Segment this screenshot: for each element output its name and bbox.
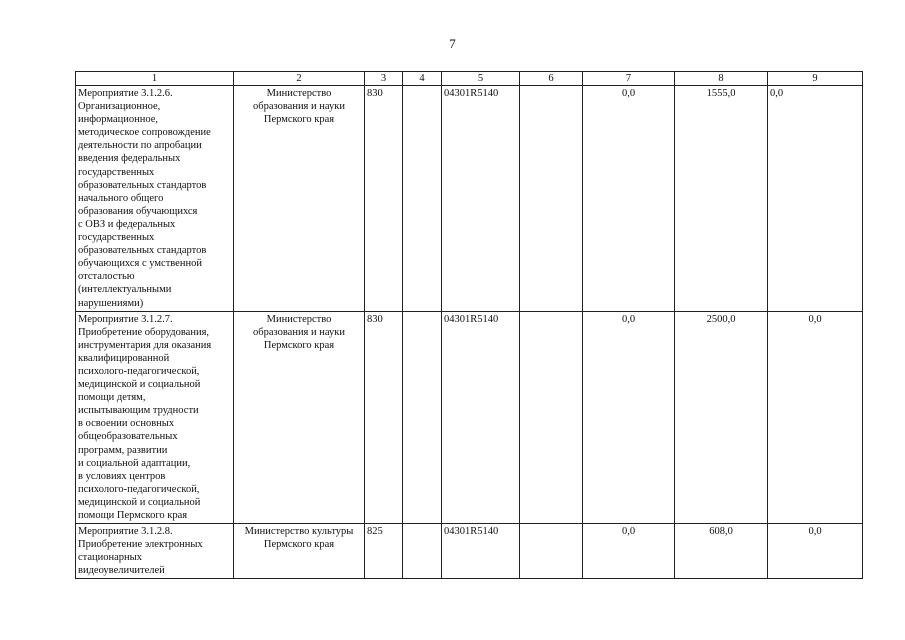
- target-code-cell: 04301R5140: [442, 311, 520, 524]
- activity-name-cell: Мероприятие 3.1.2.6. Организационное, информационное, методическое сопровождение деятельности по апробации введения федеральных государственных образовательных стандартов начального общего образования обучающихся с ОВЗ и федеральных государственных образовательных стандартов обучающихся с умственной отсталостью (интеллектуальными нарушениями): [76, 86, 234, 312]
- header-cell: 7: [583, 72, 675, 86]
- executor-cell: Министерство образования и науки Пермского края: [234, 86, 365, 312]
- header-row: [76, 72, 863, 86]
- col9-cell: 0,0: [768, 311, 863, 524]
- col3-cell: 830: [365, 311, 403, 524]
- table-row: [76, 86, 863, 312]
- header-cell: 1: [76, 72, 234, 86]
- col7-cell: 0,0: [583, 86, 675, 312]
- header-cell: 5: [442, 72, 520, 86]
- page-number: 7: [449, 36, 456, 51]
- col7-cell: 0,0: [583, 524, 675, 579]
- col8-cell: 1555,0: [675, 86, 768, 312]
- target-code-cell: 04301R5140: [442, 524, 520, 579]
- target-code-cell: 04301R5140: [442, 86, 520, 312]
- col9-cell: 0,0: [768, 86, 863, 312]
- col6-cell: [520, 86, 583, 312]
- col3-cell: 830: [365, 86, 403, 312]
- col4-cell: [403, 86, 442, 312]
- executor-cell: Министерство культуры Пермского края: [234, 524, 365, 579]
- col8-cell: 2500,0: [675, 311, 768, 524]
- col6-cell: [520, 311, 583, 524]
- table-row: [76, 524, 863, 579]
- header-cell: 2: [234, 72, 365, 86]
- header-cell: 6: [520, 72, 583, 86]
- header-cell: 8: [675, 72, 768, 86]
- col3-cell: 825: [365, 524, 403, 579]
- col6-cell: [520, 524, 583, 579]
- activity-name-cell: Мероприятие 3.1.2.8. Приобретение электронных стационарных видеоувеличителей: [76, 524, 234, 579]
- executor-cell: Министерство образования и науки Пермского края: [234, 311, 365, 524]
- program-activities-table: [75, 71, 863, 579]
- col4-cell: [403, 524, 442, 579]
- col7-cell: 0,0: [583, 311, 675, 524]
- col9-cell: 0,0: [768, 524, 863, 579]
- header-cell: 3: [365, 72, 403, 86]
- table-row: [76, 311, 863, 524]
- col8-cell: 608,0: [675, 524, 768, 579]
- header-cell: 4: [403, 72, 442, 86]
- header-cell: 9: [768, 72, 863, 86]
- col4-cell: [403, 311, 442, 524]
- activity-name-cell: Мероприятие 3.1.2.7. Приобретение оборудования, инструментария для оказания квалифицированной психолого-педагогической, медицинской и социальной помощи детям, испытывающим трудности в освоении основных общеобразовательных программ, развитии и социальной адаптации, в условиях центров психолого-педагогической, медицинской и социальной помощи Пермского края: [76, 311, 234, 524]
